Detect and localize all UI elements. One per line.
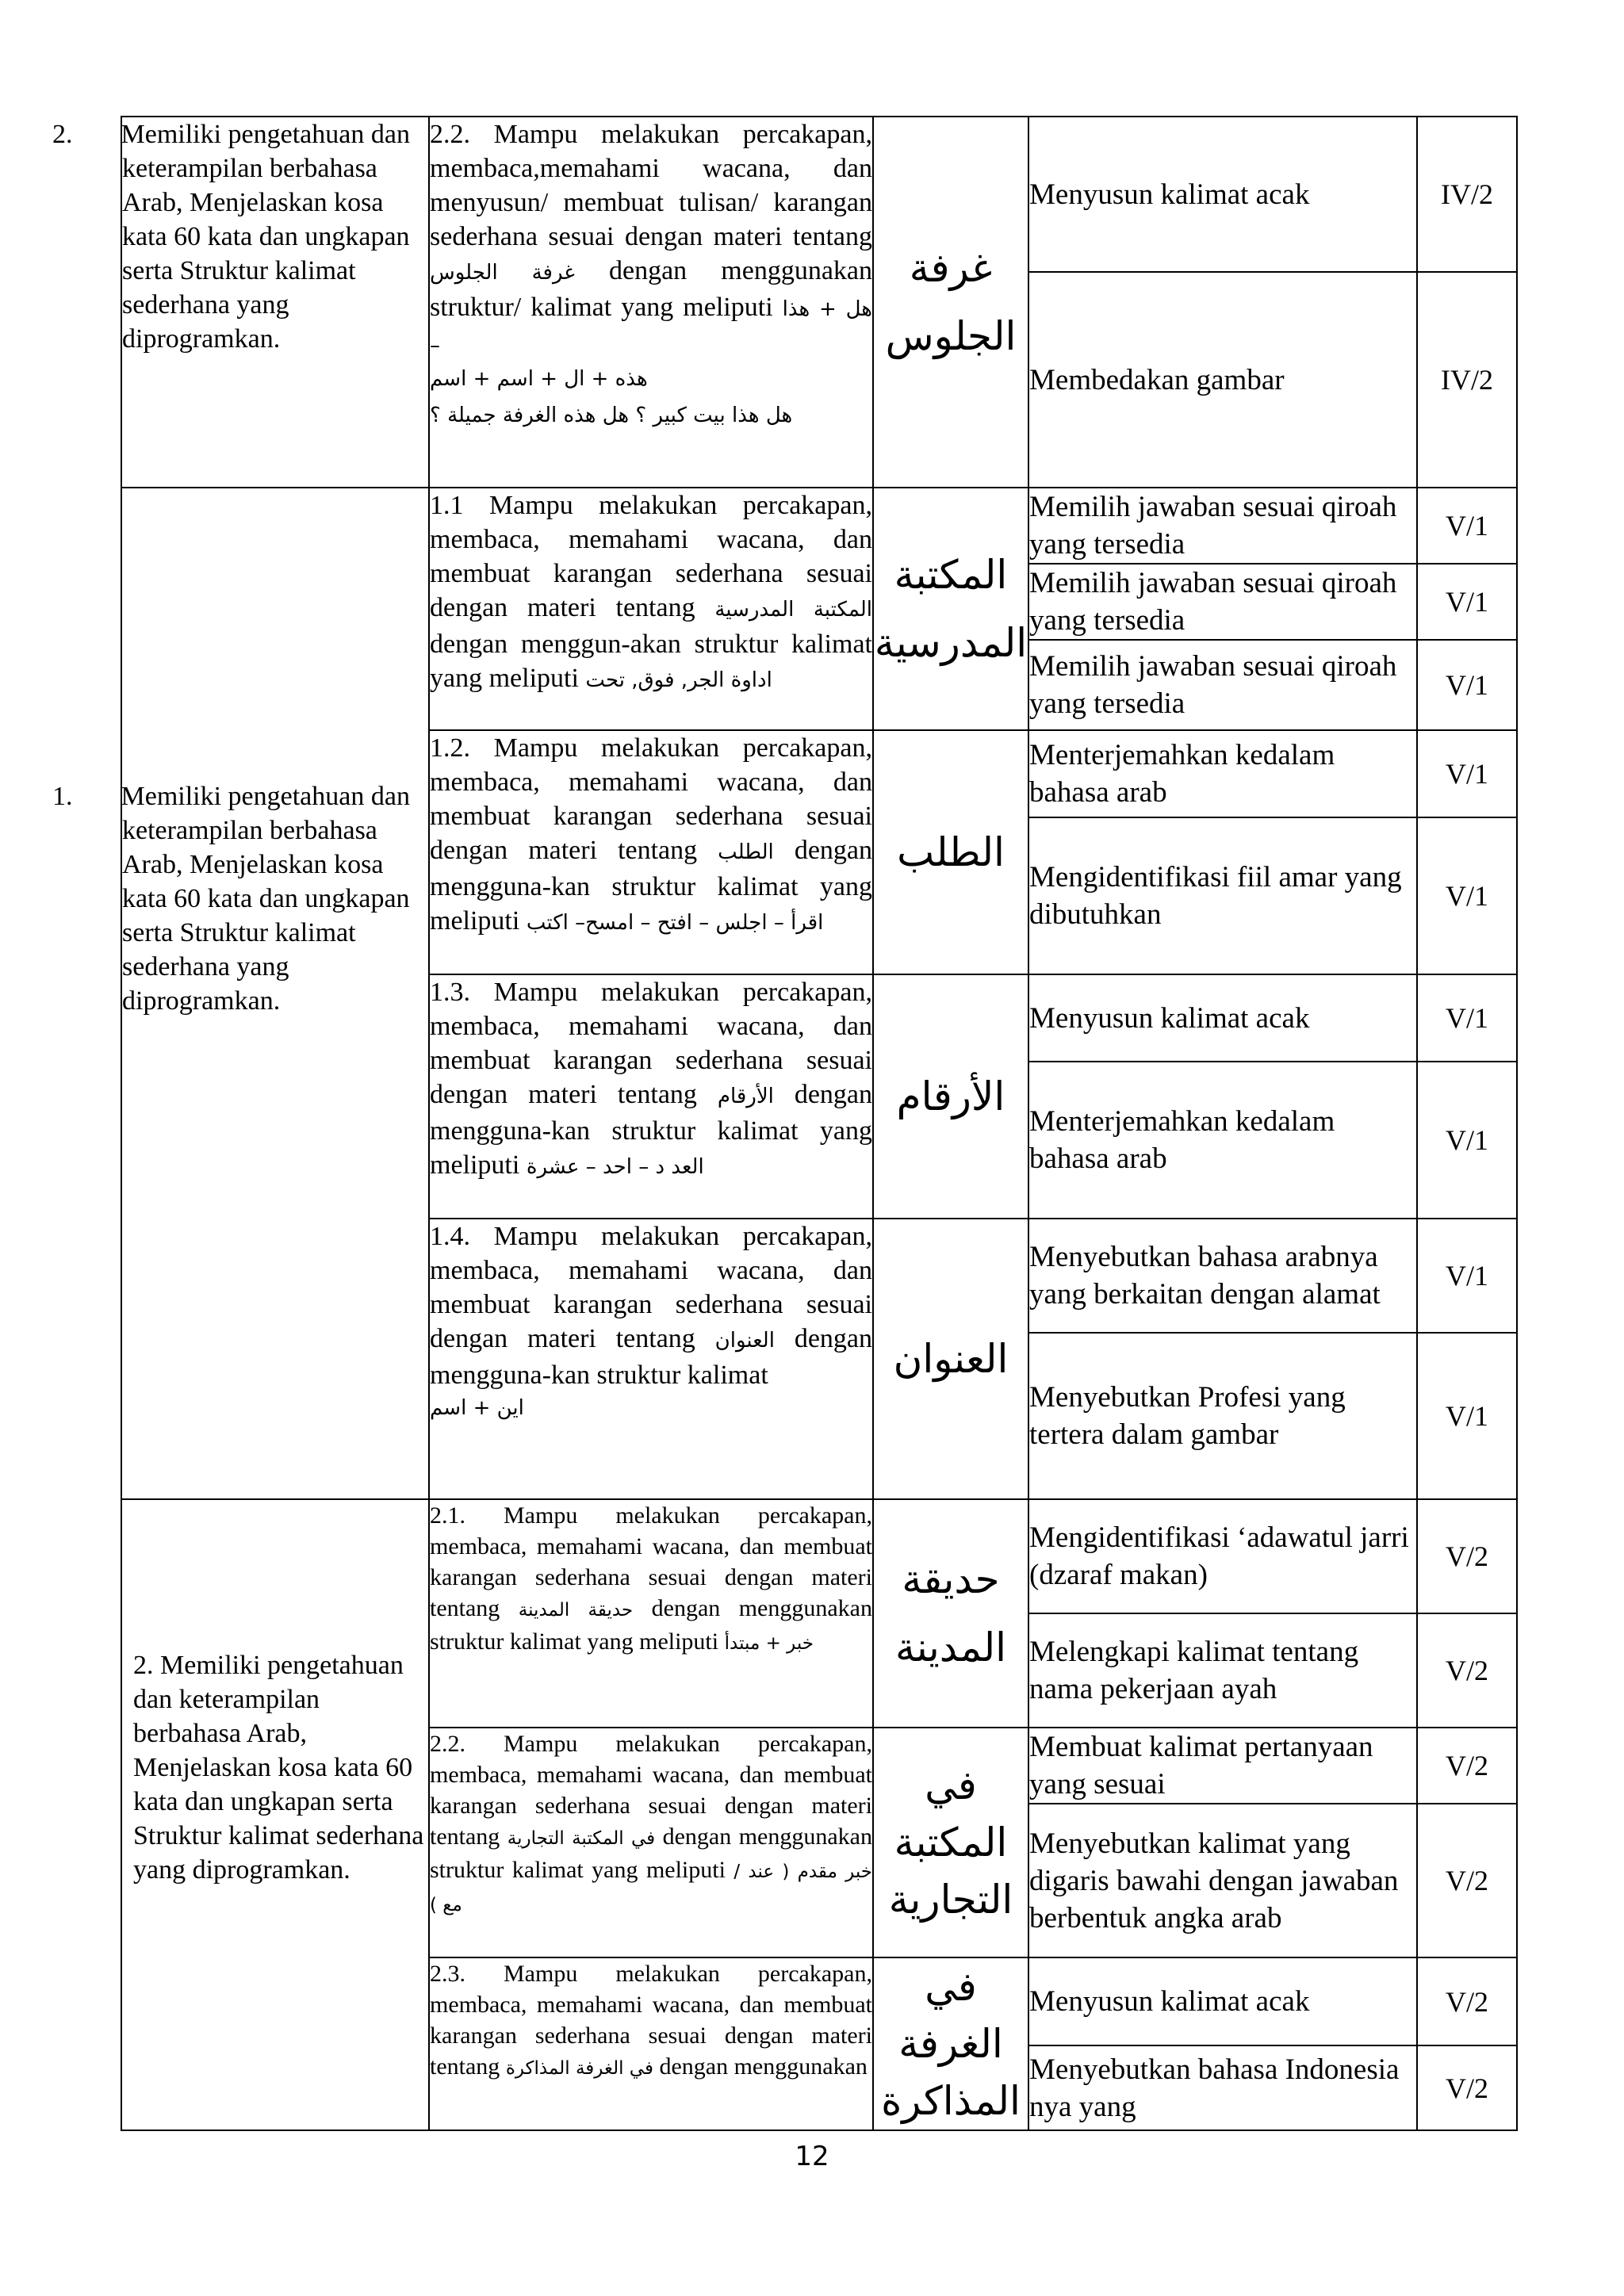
material-cell: غرفة الجلوس [873, 117, 1028, 488]
class-semester: V/1 [1417, 564, 1517, 640]
class-semester: V/1 [1417, 488, 1517, 564]
material-cell: الأرقام [873, 974, 1028, 1219]
question-indicator: Menyebutkan bahasa arabnya yang berkaitan dengan alamat [1028, 1219, 1417, 1333]
competency-table [52, 116, 1518, 2131]
question-indicator: Memilih jawaban sesuai qiroah yang tersedia [1028, 640, 1417, 730]
indicator-text-structure: dengan menggunakan struktur/ kalimat yang meliputi [430, 256, 873, 322]
indicator-arabic: غرفة الجلوس [430, 261, 575, 285]
class-semester: V/1 [1417, 974, 1517, 1062]
question-indicator: Membedakan gambar [1028, 272, 1417, 488]
question-indicator: Menyusun kalimat acak [1028, 1957, 1417, 2045]
indicator-cell: 2.3. Mampu melakukan percakapan, membaca, memahami wacana, dan membuat karangan sederhana sesuai dengan materi tentang في الغرفة المذاكرة dengan menggunakan [429, 1957, 873, 2130]
class-semester: V/1 [1417, 1062, 1517, 1219]
basic-competency-cell [52, 117, 429, 488]
kd-text: Memiliki pengetahuan dan keterampilan berbahasa Arab, Menjelaskan kosa kata 60 kata dan ungkapan serta Struktur kalimat sederhana yang diprogramkan. [121, 120, 410, 354]
class-semester: IV/2 [1417, 272, 1517, 488]
class-semester: V/2 [1417, 1499, 1517, 1613]
question-indicator: Menyusun kalimat acak [1028, 974, 1417, 1062]
question-indicator: Memilih jawaban sesuai qiroah yang tersedia [1028, 488, 1417, 564]
question-indicator: Melengkapi kalimat tentang nama pekerjaan ayah [1028, 1613, 1417, 1728]
basic-competency-cell: 2. Memiliki pengetahuan dan keterampilan berbahasa Arab, Menjelaskan kosa kata 60 kata dan ungkapan serta Struktur kalimat sederhana yang diprogramkan. [121, 1499, 429, 2130]
class-semester: V/1 [1417, 1219, 1517, 1333]
indicator-arabic-example: هل هذا بيت كبير ؟ هل هذه الغرفة جميلة ؟ [430, 404, 793, 427]
page-number: 12 [795, 2141, 829, 2172]
class-semester: V/2 [1417, 1957, 1517, 2045]
question-indicator: Menterjemahkan kedalam bahasa arab [1028, 1062, 1417, 1219]
question-indicator: Menterjemahkan kedalam bahasa arab [1028, 730, 1417, 817]
question-indicator: Menyebutkan bahasa Indonesia nya yang [1028, 2045, 1417, 2130]
question-indicator: Menyebutkan Profesi yang tertera dalam gambar [1028, 1333, 1417, 1499]
class-semester: IV/2 [1417, 117, 1517, 272]
indicator-cell: 2.2. Mampu melakukan percakapan, membaca, memahami wacana, dan membuat karangan sederhana sesuai dengan materi tentang في المكتبة التجارية dengan menggunakan struktur kalimat yang meliputi خبر مقدم ( عند / مع ) [429, 1728, 873, 1957]
indicator-cell: 1.3. Mampu melakukan percakapan, membaca, memahami wacana, dan membuat karangan sederhana sesuai dengan materi tentang الأرقام dengan mengguna-kan struktur kalimat yang meliputi العد د – احد – عشرة [429, 974, 873, 1219]
question-indicator: Membuat kalimat pertanyaan yang sesuai [1028, 1728, 1417, 1804]
indicator-arabic-formula: هذه + ال + اسم + اسم [430, 367, 648, 391]
class-semester: V/1 [1417, 730, 1517, 817]
class-semester: V/1 [1417, 817, 1517, 974]
material-cell: المكتبة المدرسية [873, 488, 1028, 730]
indicator-cell: 1.1 Mampu melakukan percakapan, membaca, memahami wacana, dan membuat karangan sederhana sesuai dengan materi tentang المكتبة المدرسية dengan menggun-akan struktur kalimat yang meliputi اداوة الجر, فوق, تحت [429, 488, 873, 730]
question-indicator: Memilih jawaban sesuai qiroah yang tersedia [1028, 564, 1417, 640]
material-cell: الطلب [873, 730, 1028, 974]
indicator-text: 2.2. Mampu melakukan percakapan, membaca,memahami wacana, dan menyusun/ membuat tulisan/ karangan sederhana sesuai dengan materi tentang [430, 120, 872, 251]
material-cell: في المكتبة التجارية [873, 1728, 1028, 1957]
basic-competency-cell [52, 488, 429, 1499]
indicator-cell: 1.4. Mampu melakukan percakapan, membaca, memahami wacana, dan membuat karangan sederhana sesuai dengan materi tentang العنوان dengan mengguna-kan struktur kalimat اين + اسم [429, 1219, 873, 1499]
question-indicator: Mengidentifikasi ‘adawatul jarri (dzaraf makan) [1028, 1499, 1417, 1613]
class-semester: V/1 [1417, 1333, 1517, 1499]
class-semester: V/2 [1417, 1804, 1517, 1957]
class-semester: V/2 [1417, 1613, 1517, 1728]
indicator-cell: 1.2. Mampu melakukan percakapan, membaca, memahami wacana, dan membuat karangan sederhana sesuai dengan materi tentang الطلب dengan mengguna-kan struktur kalimat yang meliputi اقرأ – اجلس – افتح – امسح– اكتب [429, 730, 873, 974]
material-cell: حديقة المدينة [873, 1499, 1028, 1728]
question-indicator: Menyebutkan kalimat yang digaris bawahi dengan jawaban berbentuk angka arab [1028, 1804, 1417, 1957]
indicator-cell: 2.1. Mampu melakukan percakapan, membaca, memahami wacana, dan membuat karangan sederhana sesuai dengan materi tentang حديقة المدينة dengan menggunakan struktur kalimat yang meliputi خبر + مبتدأ [429, 1499, 873, 1728]
question-indicator: Menyusun kalimat acak [1028, 117, 1417, 272]
question-indicator: Mengidentifikasi fiil amar yang dibutuhkan [1028, 817, 1417, 974]
class-semester: V/2 [1417, 2045, 1517, 2130]
material-cell: في الغرفة المذاكرة [873, 1957, 1028, 2130]
material-cell: العنوان [873, 1219, 1028, 1499]
kd-number: 1. [52, 781, 73, 811]
class-semester: V/2 [1417, 1728, 1517, 1804]
indicator-cell [429, 117, 873, 488]
class-semester: V/1 [1417, 640, 1517, 730]
kd-text: Memiliki pengetahuan dan keterampilan berbahasa Arab, Menjelaskan kosa kata 60 kata dan ungkapan serta Struktur kalimat sederhana yang diprogramkan. [121, 781, 410, 1016]
kd-number: 2. [52, 120, 73, 149]
indicator-arabic-structure: هل + هذا – [430, 297, 872, 358]
